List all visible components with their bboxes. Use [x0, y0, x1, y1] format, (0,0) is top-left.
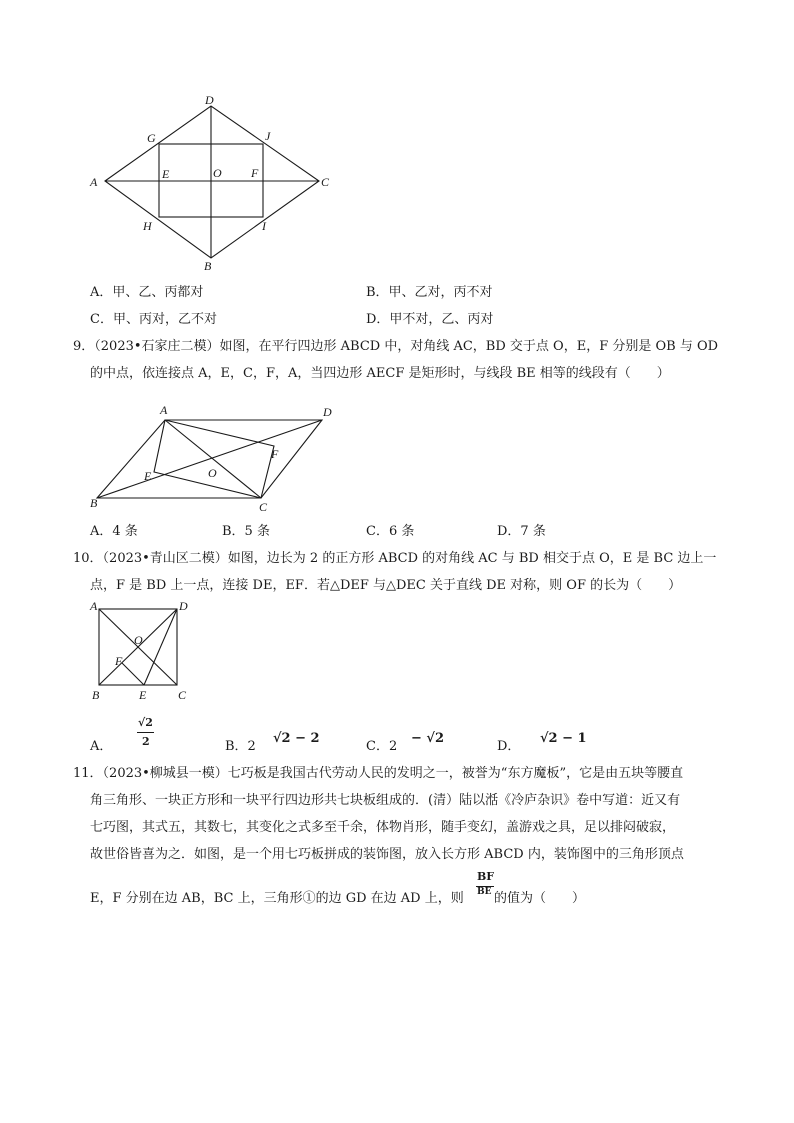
q9-label-B: B — [90, 496, 98, 510]
q11-fraction-denominator: BE — [477, 887, 492, 897]
q11-stem-line3: 七巧图，其式五，其数七，其变化之式多至千余，体物肖形，随手变幻，盖游戏之具，足以排闷破寂， — [90, 820, 676, 835]
q11-stem-line5-end: 的值为（ ） — [494, 891, 586, 906]
q10-option-c-value: − √2 — [411, 731, 445, 746]
q9-figure — [0, 400, 794, 515]
q9-label-O: O — [208, 466, 217, 480]
q9-stem-line2: 的中点，依连接点 A，E，C，F，A，当四边形 AECF 是矩形时，与线段 BE 相等的线段有（ ） — [90, 366, 670, 381]
q8-option-a[interactable]: A．甲、乙、丙都对 — [90, 285, 204, 300]
q10-option-a-numerator: √2 — [138, 716, 153, 729]
q8-label-D: D — [205, 93, 214, 107]
q10-option-b-value: √2 − 2 — [273, 731, 320, 746]
q8-label-E: E — [162, 167, 170, 181]
q10-option-a-fraction-bar — [137, 732, 154, 733]
q11-stem-line1: 11．（2023•柳城县一模）七巧板是我国古代劳动人民的发明之一，被誉为“东方魔板”，它是由五块等腰直 — [73, 766, 684, 781]
q8-label-G: G — [147, 131, 156, 145]
q10-option-d[interactable]: D． — [497, 739, 521, 754]
q10-segment-ef — [122, 663, 144, 685]
q11-stem-line4: 故世俗皆喜为之．如图，是一个用七巧板拼成的装饰图，放入长方形 ABCD 内，装饰图中的三角形顶点 — [90, 847, 684, 862]
q10-option-a[interactable]: A． — [90, 739, 113, 754]
q11-stem-line2: 角三角形、一块正方形和一块平行四边形共七块板组成的．(清）陆以湉《冷庐杂识》卷中写道：近又有 — [90, 793, 681, 808]
q8-figure — [0, 0, 794, 280]
q10-option-d-value: √2 − 1 — [540, 731, 587, 746]
q10-option-a-denominator: 2 — [142, 735, 150, 748]
q9-label-A: A — [160, 403, 168, 417]
q8-label-H: H — [143, 219, 152, 233]
q10-stem-line1: 10．（2023•青山区二模）如图，边长为 2 的正方形 ABCD 的对角线 AC 与 BD 相交于点 O，E 是 BC 边上一 — [73, 551, 717, 566]
q9-option-c[interactable]: C．6 条 — [366, 524, 415, 539]
q9-rectangle-aecf — [154, 420, 274, 498]
q9-option-a[interactable]: A．4 条 — [90, 524, 138, 539]
q10-label-F: F — [115, 654, 123, 668]
q8-label-F: F — [251, 166, 259, 180]
q11-stem-line5: E，F 分别在边 AB，BC 上，三角形①的边 GD 在边 AD 上，则 — [90, 891, 464, 906]
q10-label-C: C — [178, 688, 187, 702]
q8-option-b[interactable]: B．甲、乙对，丙不对 — [366, 285, 493, 300]
q10-option-c[interactable]: C．2 — [366, 739, 398, 754]
q10-label-A: A — [90, 599, 98, 613]
q9-label-D: D — [323, 405, 332, 419]
q9-label-E: E — [144, 469, 152, 483]
q9-option-d[interactable]: D．7 条 — [497, 524, 546, 539]
q10-stem-line2: 点，F 是 BD 上一点，连接 DE，EF．若△DEF 与△DEC 关于直线 DE 对称，则 OF 的长为（ ） — [90, 578, 682, 593]
q10-figure — [0, 595, 794, 710]
q10-segment-de — [144, 609, 177, 685]
q8-label-J: J — [265, 129, 271, 143]
q10-label-O: O — [134, 633, 143, 647]
q8-label-I: I — [262, 219, 266, 233]
q9-stem-line1: 9．（2023•石家庄二模）如图，在平行四边形 ABCD 中，对角线 AC，BD 交于点 O，E，F 分别是 OB 与 OD — [73, 339, 719, 354]
q10-label-E: E — [139, 688, 147, 702]
q8-option-c[interactable]: C．甲、丙对，乙不对 — [90, 312, 217, 327]
q8-label-O: O — [213, 166, 222, 180]
q8-option-d[interactable]: D．甲不对，乙、丙对 — [366, 312, 494, 327]
q8-label-C: C — [321, 175, 330, 189]
q8-label-A: A — [90, 175, 98, 189]
q11-fraction-numerator: BF — [477, 870, 495, 883]
q10-option-b[interactable]: B．2 — [225, 739, 256, 754]
q10-label-D: D — [179, 599, 188, 613]
q9-label-F: F — [271, 447, 279, 461]
q8-label-B: B — [204, 259, 212, 273]
q8-rhombus — [105, 106, 319, 258]
q9-label-C: C — [259, 500, 268, 514]
q10-label-B: B — [92, 688, 100, 702]
q9-option-b[interactable]: B．5 条 — [222, 524, 270, 539]
